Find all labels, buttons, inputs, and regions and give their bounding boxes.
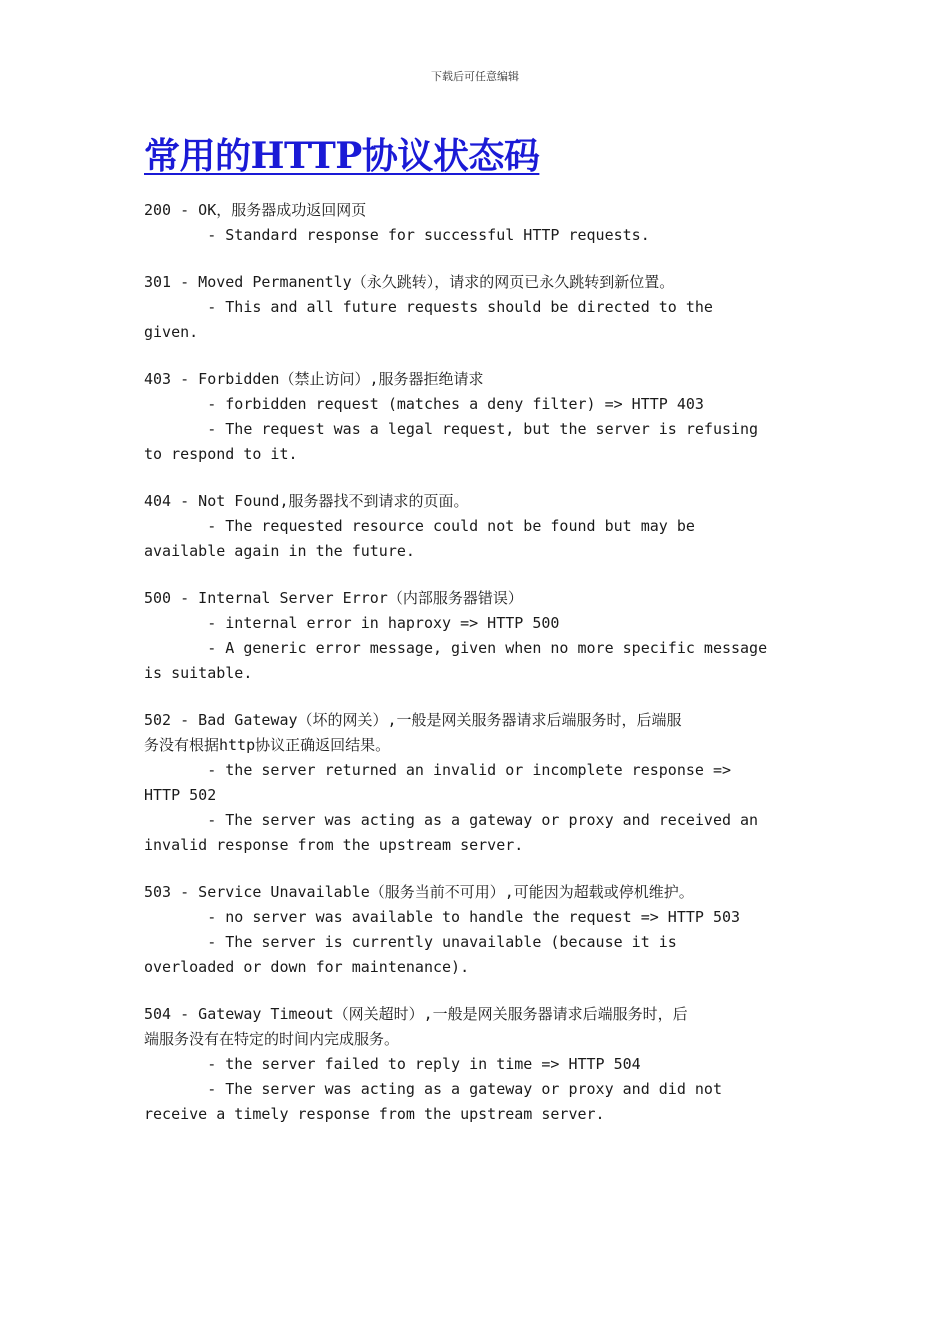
entry-line: 200 - OK，服务器成功返回网页 [144, 201, 367, 219]
entry-line: - The requested resource could not be found but may be [144, 517, 695, 535]
entry-line: - no server was available to handle the request => HTTP 503 [144, 908, 741, 926]
entry-line: 务没有根据http协议正确返回结果。 [144, 736, 391, 754]
header-note: 下载后可任意编辑 [431, 70, 519, 83]
entry-line: receive a timely response from the upstream server. [144, 1105, 605, 1123]
entry-line: - forbidden request (matches a deny filter) => HTTP 403 [144, 395, 704, 413]
entry-line: - internal error in haproxy => HTTP 500 [144, 614, 560, 632]
entry-line: 502 - Bad Gateway（坏的网关）,一般是网关服务器请求后端服务时，后端服 [144, 711, 682, 729]
status-code-list [144, 198, 814, 1149]
status-entry-502 [144, 708, 814, 858]
entry-line: 504 - Gateway Timeout（网关超时）,一般是网关服务器请求后端服务时，后 [144, 1005, 688, 1023]
entry-line: given. [144, 323, 199, 341]
entry-line: - The server is currently unavailable (because it is [144, 933, 677, 951]
status-entry-503 [144, 880, 814, 980]
entry-line: 500 - Internal Server Error（内部服务器错误） [144, 589, 523, 607]
entry-line: invalid response from the upstream server. [144, 836, 524, 854]
entry-line: - Standard response for successful HTTP requests. [144, 226, 650, 244]
status-entry-301 [144, 270, 814, 345]
entry-line: 503 - Service Unavailable（服务当前不可用）,可能因为超载或停机维护。 [144, 883, 694, 901]
entry-line: - This and all future requests should be directed to the [144, 298, 713, 316]
entry-line: available again in the future. [144, 542, 415, 560]
entry-line: 端服务没有在特定的时间内完成服务。 [144, 1030, 400, 1048]
entry-line: - the server failed to reply in time => HTTP 504 [144, 1055, 641, 1073]
entry-line: - the server returned an invalid or incomplete response => [144, 761, 731, 779]
status-entry-500 [144, 586, 814, 686]
entry-line: HTTP 502 [144, 786, 217, 804]
status-entry-504 [144, 1002, 814, 1127]
entry-line: - The server was acting as a gateway or proxy and did not [144, 1080, 722, 1098]
entry-line: 301 - Moved Permanently（永久跳转），请求的网页已永久跳转到新位置。 [144, 273, 675, 291]
entry-line: overloaded or down for maintenance). [144, 958, 470, 976]
entry-line: - The request was a legal request, but the server is refusing [144, 420, 759, 438]
status-entry-403 [144, 367, 814, 467]
status-entry-200 [144, 198, 814, 248]
entry-line: 404 - Not Found,服务器找不到请求的页面。 [144, 492, 469, 510]
entry-line: - A generic error message, given when no more specific message [144, 639, 768, 657]
entry-line: is suitable. [144, 664, 253, 682]
entry-line: 403 - Forbidden（禁止访问）,服务器拒绝请求 [144, 370, 484, 388]
page-title[interactable]: 常用的HTTP协议状态码 [144, 135, 540, 177]
entry-line: - The server was acting as a gateway or proxy and received an [144, 811, 759, 829]
status-entry-404 [144, 489, 814, 564]
entry-line: to respond to it. [144, 445, 298, 463]
